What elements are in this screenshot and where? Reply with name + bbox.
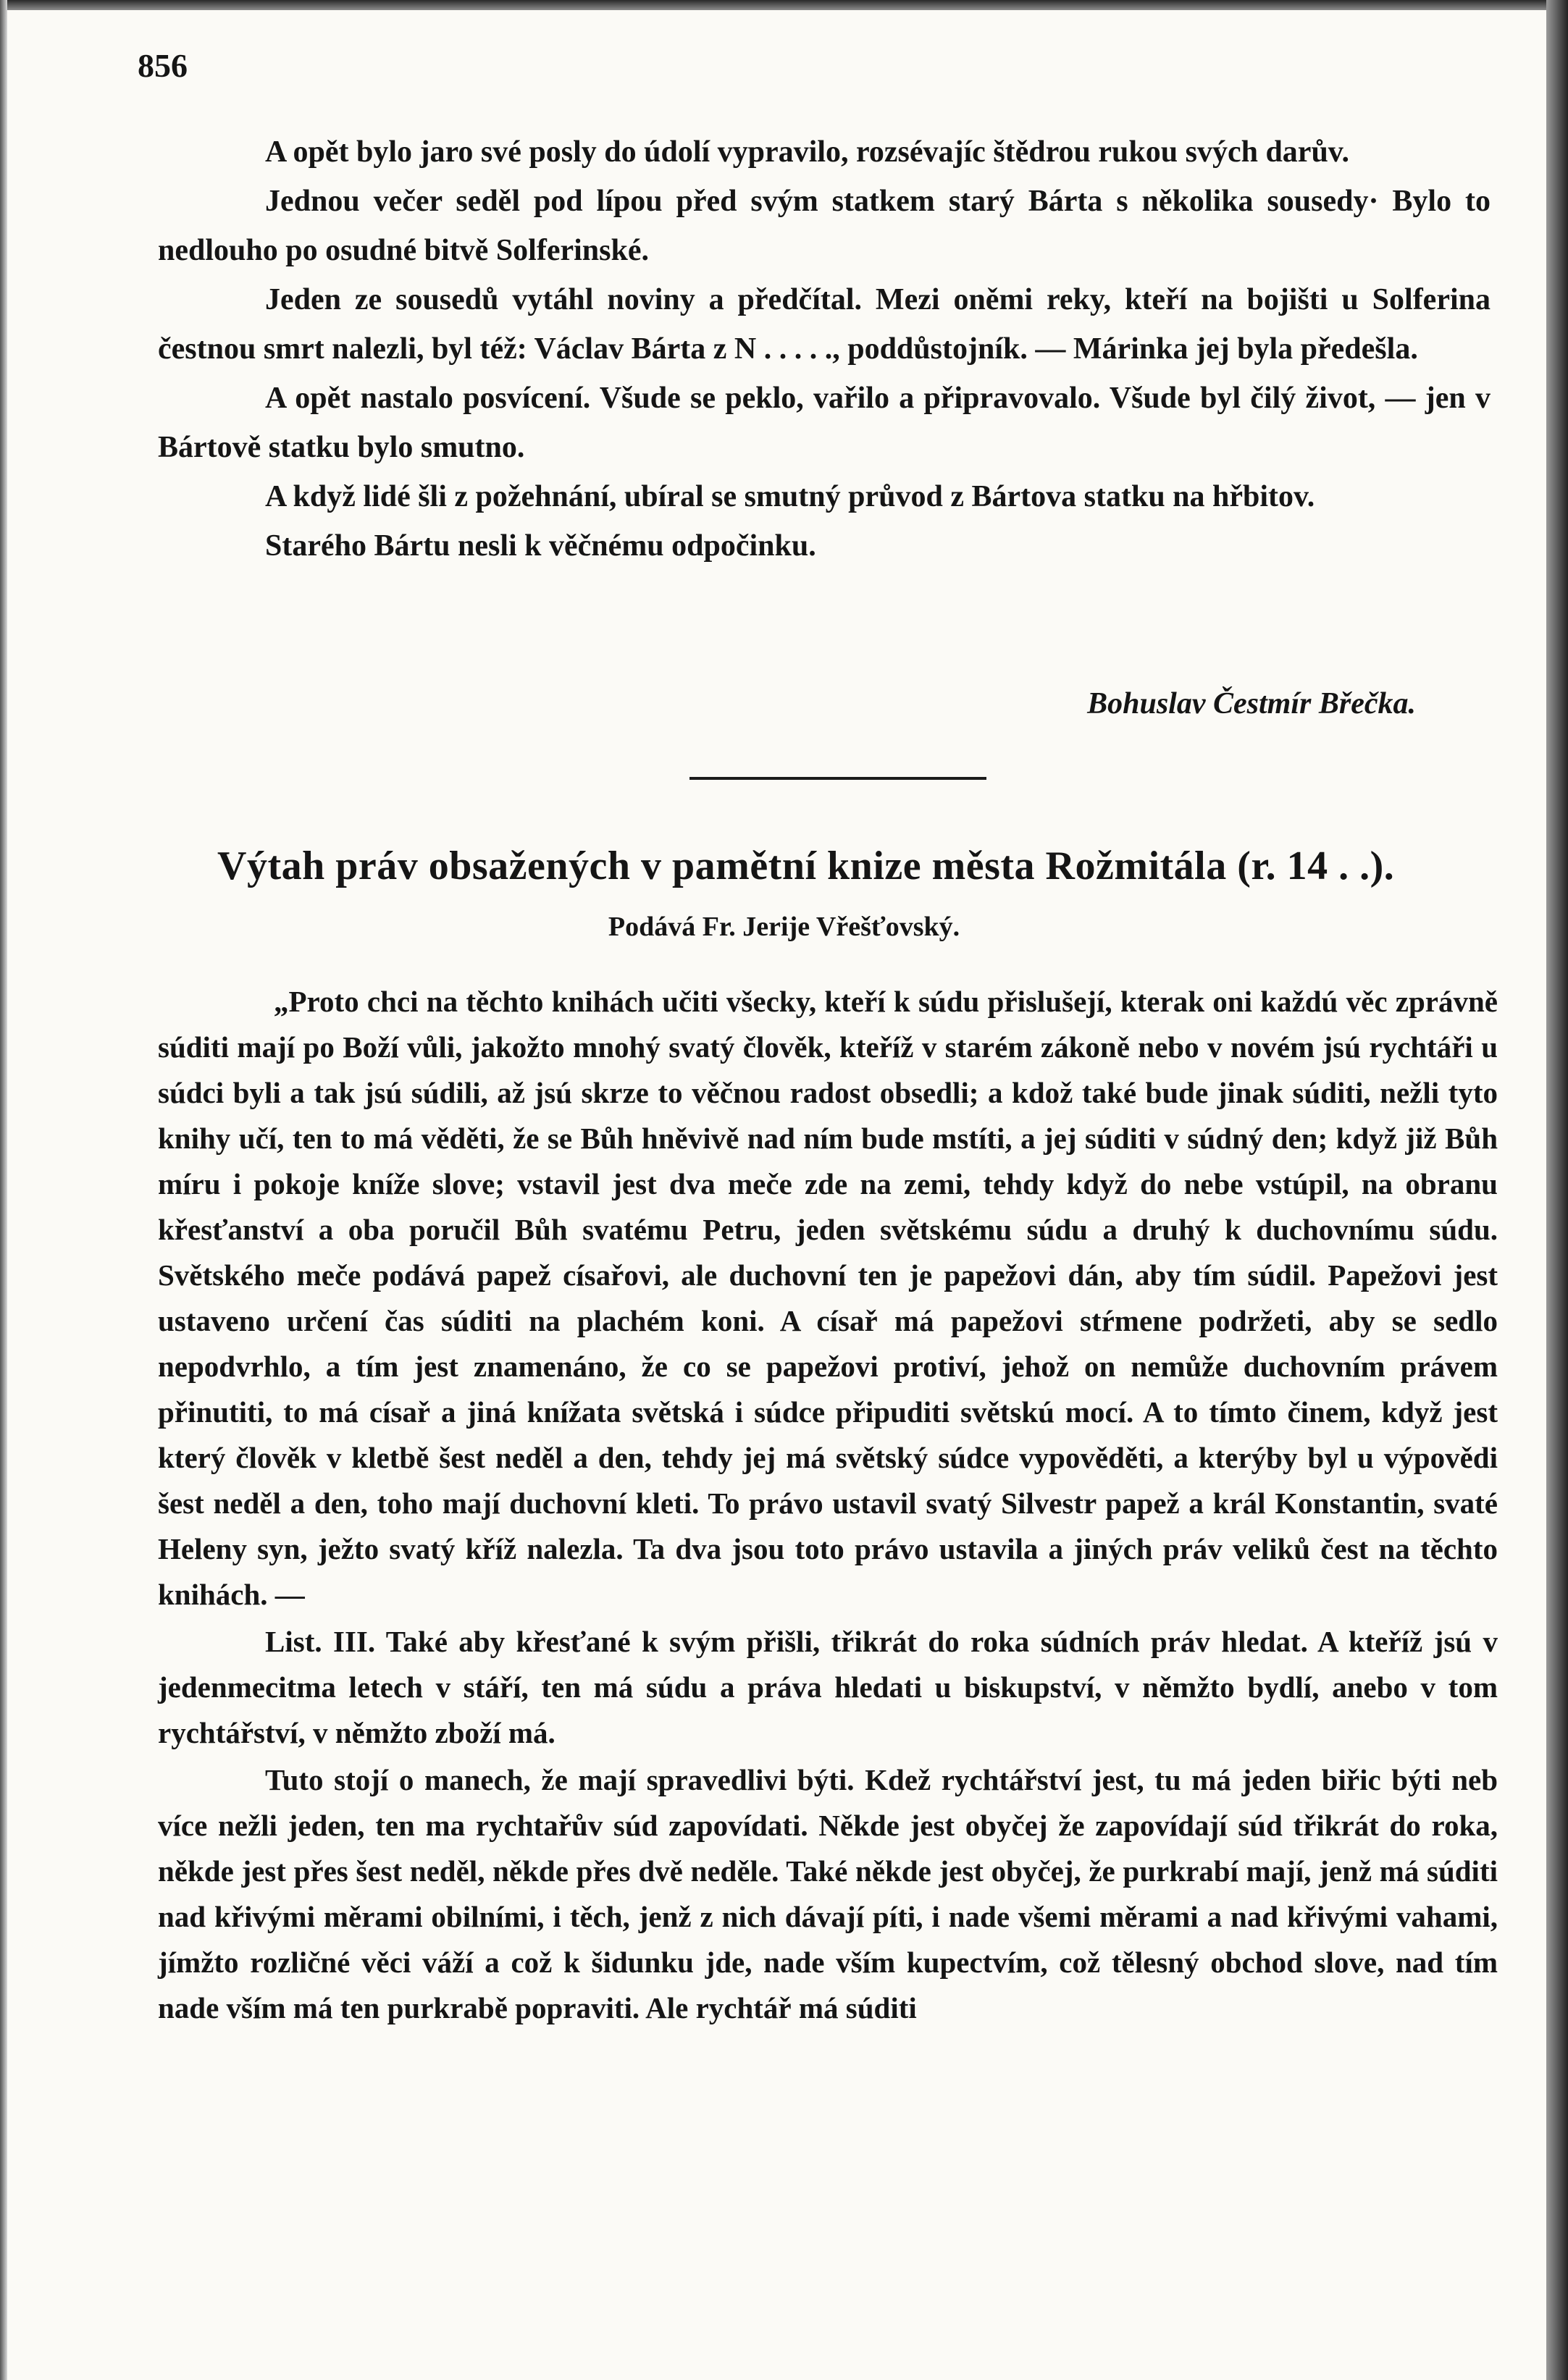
page-number: 856 [138,47,188,84]
article-byline: Podává Fr. Jerije Vřešťovský. [608,912,960,942]
story-ending [158,127,1491,571]
section-divider [689,777,986,780]
story-paragraph: Jednou večer seděl pod lípou před svým statkem starý Bárta s několika sousedy· Bylo to nedlouho po osudné bitvě Solferinské. [158,185,1491,267]
story-paragraph: A když lidé šli z požehnání, ubíral se smutný průvod z Bártova statku na hřbitov. [265,480,1315,513]
article-body [158,979,1498,2031]
story-paragraph: Jeden ze sousedů vytáhl noviny a předčítal. Mezi oněmi reky, kteří na bojišti u Solferina čestnou smrt nalezli, byl též: Václav Bárta z N . . . . ., poddůstojník. — Márinka jej byla předešla. [158,283,1491,366]
article-paragraph: Tuto stojí o manech, že mají spravedlivi býti. Kdež rychtářství jest, tu má jeden biřic býti neb více nežli jeden, ten ma rychtařův súd zapovídati. Někde jest obyčej že zapovídají súd třikrát do roka, někde jest přes šest neděl, někde přes dvě neděle. Také někde jest obyčej, že purkrabí mají, jenž má súditi nad křivými měrami obilními, i těch, jenž z nich dávají píti, i nade všemi měrami a nad křivými vahami, jímžto rozličné věci váží a což k šidunku jde, nade vším kupectvím, což tělesný obchod slove, nad tím nade vším má ten purkrabě popraviti. Ale rychtář má súditi [158,1763,1498,2024]
article-paragraph: List. III. Také aby křesťané k svým přišli, třikrát do roka súdních práv hledat. A kteříž jsú v jedenmecitma letech v stáří, ten má súdu a práva hledati u biskupství, v němžto bydlí, anebo v tom rychtářství, v němžto zboží má. [158,1625,1498,1749]
article-paragraph: „Proto chci na těchto knihách učiti všecky, kteří k súdu přislušejí, kterak oni každú věc zprávně súditi mají po Boží vůli, jakožto mnohý svatý člověk, kteříž v starém zákoně nebo v novém jsú rychtáři u súdci byli a tak jsú súdili, až jsú skrze to věčnou radost obsedli; a kdož také bude jinak súditi, nežli tyto knihy učí, ten to má věděti, že se Bůh hněvivě nad ním bude mstíti, a jej súditi v súdný den; když již Bůh míru i pokoje kníže slove; vstavil jest dva meče zde na zemi, tehdy když do nebe vstúpil, na obranu křesťanství a oba poručil Bůh svatému Petru, jeden světskému súdu a druhý k duchovnímu súdu. Světského meče podává papež císařovi, ale duchovní ten je papežovi dán, aby tím súdil. Papežovi jest ustaveno určení čas súditi na plachém koni. A císař má papežovi stŕmene podržeti, aby se sedlo nepodvrhlo, a tím jest znamenáno, že co se papežovi protiví, jehož on nemůže duchovním právem přinutiti, to má císař a jiná knížata světská i súdce připuditi světskú mocí. A to tímto činem, když jest který člověk v kletbě šest neděl a den, tehdy jej má světský súdce vypověděti, a kterýby byl u výpovědi šest neděl a den, toho mají duchovní kleti. To právo ustavil svatý Silvestr papež a král Konstantin, svaté Heleny syn, ježto svatý kříž nalezla. Ta dva jsou toto právo ustavila a jiných práv veliků čest na těchto knihách. — [158,985,1498,1611]
scan-edge-right [1546,0,1568,2380]
article-title: Výtah práv obsažených v pamětní knize města Rožmitála (r. 14 . .). [217,844,1395,888]
author-signature: Bohuslav Čestmír Břečka. [1087,687,1416,720]
scan-edge-left [0,0,7,2380]
story-paragraph: Starého Bártu nesli k věčnému odpočinku. [265,529,816,563]
scan-edge-top [0,0,1568,10]
story-paragraph: A opět bylo jaro své posly do údolí vypravilo, rozsévajíc štědrou rukou svých darův. [265,135,1349,169]
story-paragraph: A opět nastalo posvícení. Všude se peklo, vařilo a připravovalo. Všude byl čilý život, — jen v Bártově statku bylo smutno. [158,382,1491,464]
